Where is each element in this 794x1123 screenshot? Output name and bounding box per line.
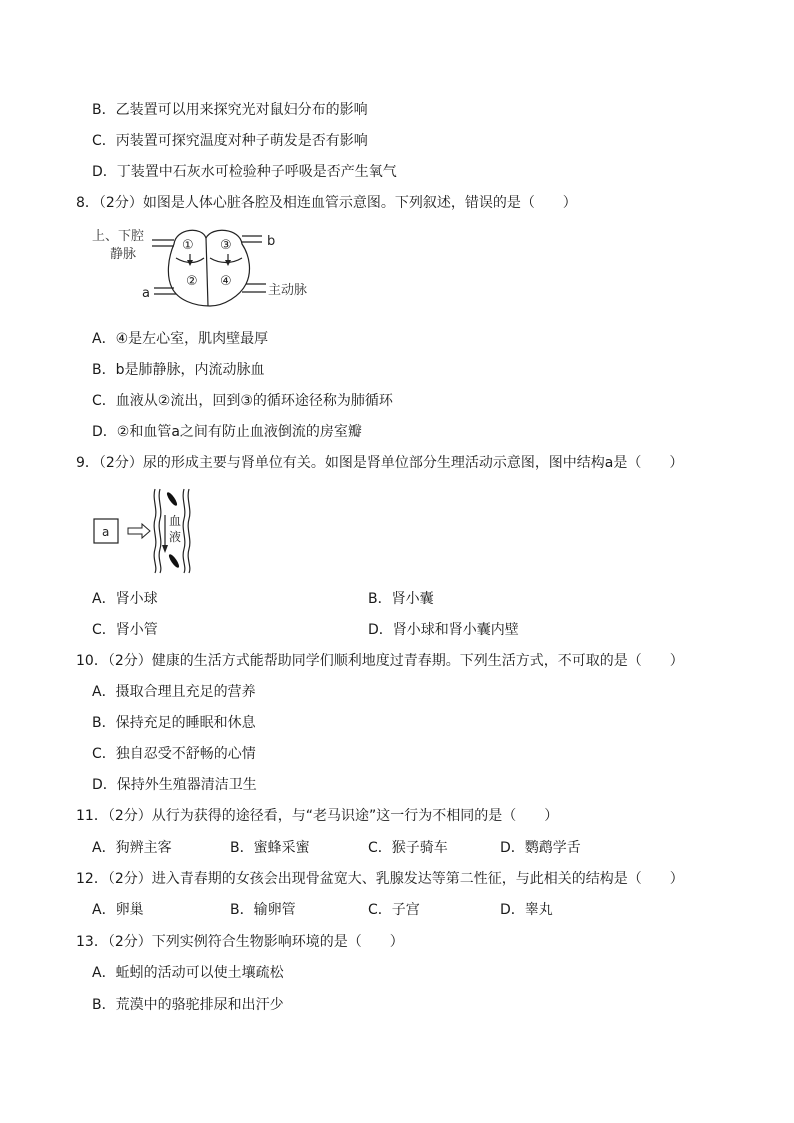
q9-option-d: D．肾小球和肾小囊内壁 <box>368 622 519 638</box>
q10-option-b: B．保持充足的睡眠和休息 <box>92 715 256 731</box>
q7-option-c: C．丙装置可探究温度对种子萌发是否有影响 <box>92 133 368 149</box>
q9-option-b: B．肾小囊 <box>368 591 434 607</box>
aorta-label: 主动脉 <box>268 283 308 298</box>
q13-option-a: A．蚯蚓的活动可以使土壤疏松 <box>92 965 284 981</box>
vena-cava-label-2: 静脉 <box>110 247 137 262</box>
q10-option-c: C．独自忍受不舒畅的心情 <box>92 746 256 762</box>
structure-a-label: a <box>102 525 110 539</box>
q11-option-b: B．蜜蜂采蜜 <box>230 840 310 856</box>
blood-label-2: 液 <box>169 530 182 544</box>
q10-stem: 10．（2分）健康的生活方式能帮助同学们顺利地度过青春期。下列生活方式，不可取的是（ ） <box>76 653 684 669</box>
q12-option-c: C．子宫 <box>368 902 420 918</box>
q8-stem: 8．（2分）如图是人体心脏各腔及相连血管示意图。下列叙述，错误的是（ ） <box>76 195 577 211</box>
q9-option-a: A．肾小球 <box>92 591 158 607</box>
vena-cava-label-1: 上、下腔 <box>92 229 145 244</box>
q12-option-d: D．睾丸 <box>500 902 553 918</box>
q11-option-d: D．鹦鹉学舌 <box>500 840 581 856</box>
q7-option-d: D．丁装置中石灰水可检验种子呼吸是否产生氧气 <box>92 164 397 180</box>
vessel-b-label: b <box>267 234 276 249</box>
chamber-3-label: ③ <box>220 238 232 253</box>
q13-stem: 13．（2分）下列实例符合生物影响环境的是（ ） <box>76 934 404 950</box>
q12-option-a: A．卵巢 <box>92 902 144 918</box>
q8-option-c: C．血液从②流出，回到③的循环途径称为肺循环 <box>92 393 393 409</box>
q11-stem: 11．（2分）从行为获得的途径看，与“老马识途”这一行为不相同的是（ ） <box>76 808 559 824</box>
q11-option-a: A．狗辨主客 <box>92 840 172 856</box>
blood-label-1: 血 <box>169 514 182 528</box>
q9-option-c: C．肾小管 <box>92 622 158 638</box>
q7-option-b: B．乙装置可以用来探究光对鼠妇分布的影响 <box>92 102 368 118</box>
q8-option-a: A．④是左心室，肌肉壁最厚 <box>92 331 269 347</box>
nephron-diagram <box>92 485 202 575</box>
q10-option-a: A．摄取合理且充足的营养 <box>92 684 256 700</box>
q12-stem: 12．（2分）进入青春期的女孩会出现骨盆宽大、乳腺发达等第二性征，与此相关的结构是（ ） <box>76 871 684 887</box>
chamber-4-label: ④ <box>220 274 232 289</box>
q10-option-d: D．保持外生殖器清洁卫生 <box>92 777 257 793</box>
q12-option-b: B．输卵管 <box>230 902 296 918</box>
vessel-a-label: a <box>142 286 150 301</box>
q11-option-c: C．猴子骑车 <box>368 840 448 856</box>
chamber-2-label: ② <box>186 274 198 289</box>
heart-diagram <box>90 222 330 312</box>
chamber-1-label: ① <box>182 238 194 253</box>
q8-option-d: D．②和血管a之间有防止血液倒流的房室瓣 <box>92 424 362 440</box>
q8-option-b: B．b是肺静脉，内流动脉血 <box>92 362 265 378</box>
q13-option-b: B．荒漠中的骆驼排尿和出汗少 <box>92 997 284 1013</box>
q9-stem: 9．（2分）尿的形成主要与肾单位有关。如图是肾单位部分生理活动示意图，图中结构a是（ ） <box>76 455 684 471</box>
